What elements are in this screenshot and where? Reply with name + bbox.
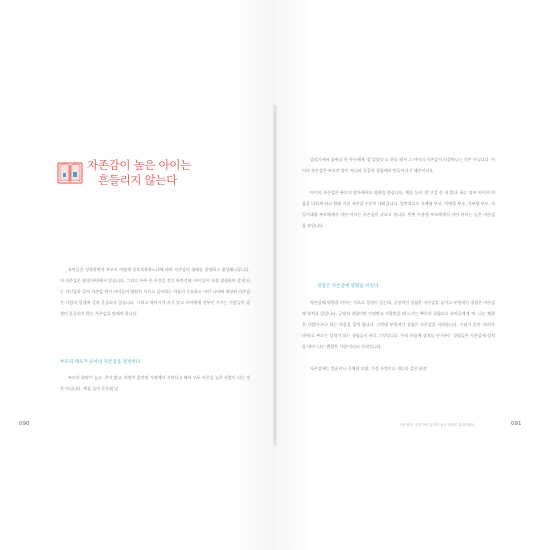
gutter-shadow bbox=[273, 105, 277, 445]
right-body-text-2 bbox=[302, 297, 495, 385]
chapter-title bbox=[57, 158, 191, 188]
chapter-title-line-1: 자존감이 높은 아이는 bbox=[87, 158, 191, 172]
paragraph: 자존감에는 얼굴이나 신체의 모양, 가정 사정이나 재능과 같은 외적 bbox=[310, 366, 427, 371]
right-page bbox=[275, 0, 550, 550]
paragraph: 아이의 자존감은 부모의 말투에서도 영향을 받습니다. 예를 들어 '잘 난걸 준 적 있다' 하는 말이 아이의 마음을 다치게 하고 원래 가진 자존감 수준이 내려갑니다. 일반적으로 지배형 부모, 익애형 부모, 거부형 부모, 과잉기대형 부모에게서 자란 아이는 자존감이 낮다고 합니다. 반면 수용형 부모에게서 자란 아이는 높은 자존감을 보입니다. bbox=[302, 190, 495, 228]
left-body-text bbox=[60, 264, 250, 330]
left-body-text-2 bbox=[60, 372, 250, 405]
chapter-title-line-2: 흔들리지 않는다 bbox=[98, 173, 178, 187]
paragraph: 자존감에 영향을 미치는 것으로 경험이 있는데, 긍정적인 경험은 자존감을 높이고 부정적인 경험은 자존감에 상처를 입힙니다. 긍정적 경험이란 인정받고 사랑받을 때 느끼는 뿌듯한 경험으로 유아들에게 '아, 나는 괜찮은 사람이구나' 하는 마음을 갖게 합니다. 그런데 부정적인 경험은 자존감을 저하합니다. 우리가 흔히 '트라우마'라고 부르는 상처가 되는 경험들이 바로 그것입니다. 우리 마음에 상처를 안겨주는 경험들은 자존감에 상처를 내어 '나는 괜찮은 사람'이라고 속삭입니다. bbox=[302, 300, 495, 349]
paragraph: 부모의 취약이 높고, 존이 많고, 사람이 훈련된 가정에서 자란다고 해서 모두 자존감 높은 사람이 되는 것은 아닙니다. 예를 들어 운동회 날 bbox=[60, 375, 250, 391]
paragraph: 달리기에서 꼴찌를 한 아이에게 '잘 달렸다'고 한다 해서 그 아이의 자존감이 되살아나는 것은 아닙니다. 아이의 자존감은 부모의 말이 아니라 성공의 경험에서 만들어지기 때문이지요. bbox=[302, 157, 495, 173]
paragraph: 유아들은 성장하면서 부모의 어떻게 상호작용하느냐에 따라 자존감의 형태를 결정하고 형성해나갑니다. 이 자존감은 쉽게 단단해지 않습니다. 그리고 아주 큰 사건을 겪기 마련인데, 아이들이 직접 경험하며 갖게 되는 자신감과 같이 자존감 역시 아이들이 영원히 지키고 싶어하는 마음의 중요하고 어린 나이에 형성된 자존감은 사람의 일생에 걸쳐 흔들리지 않습니다. 그리고 영아기가 자기 말고 아이에게 전부인 시기는 사람들이 감정이 흔들리지 않는 자존감을 말해야 합니다. bbox=[60, 267, 250, 316]
right-subhead: 경험은 자존감에 영향을 미친다 bbox=[317, 284, 379, 289]
left-page-number: 090 bbox=[19, 421, 30, 427]
right-body-text bbox=[302, 154, 495, 242]
open-book-icon bbox=[57, 160, 83, 186]
right-page-number: 091 bbox=[511, 421, 522, 427]
left-subhead: 부모의 태도가 유아의 자존감을 결정한다 bbox=[60, 360, 141, 365]
running-head: 1장 엄마, 먼저 아이 유아기 높은 아이로 길러주세요 bbox=[400, 423, 475, 427]
